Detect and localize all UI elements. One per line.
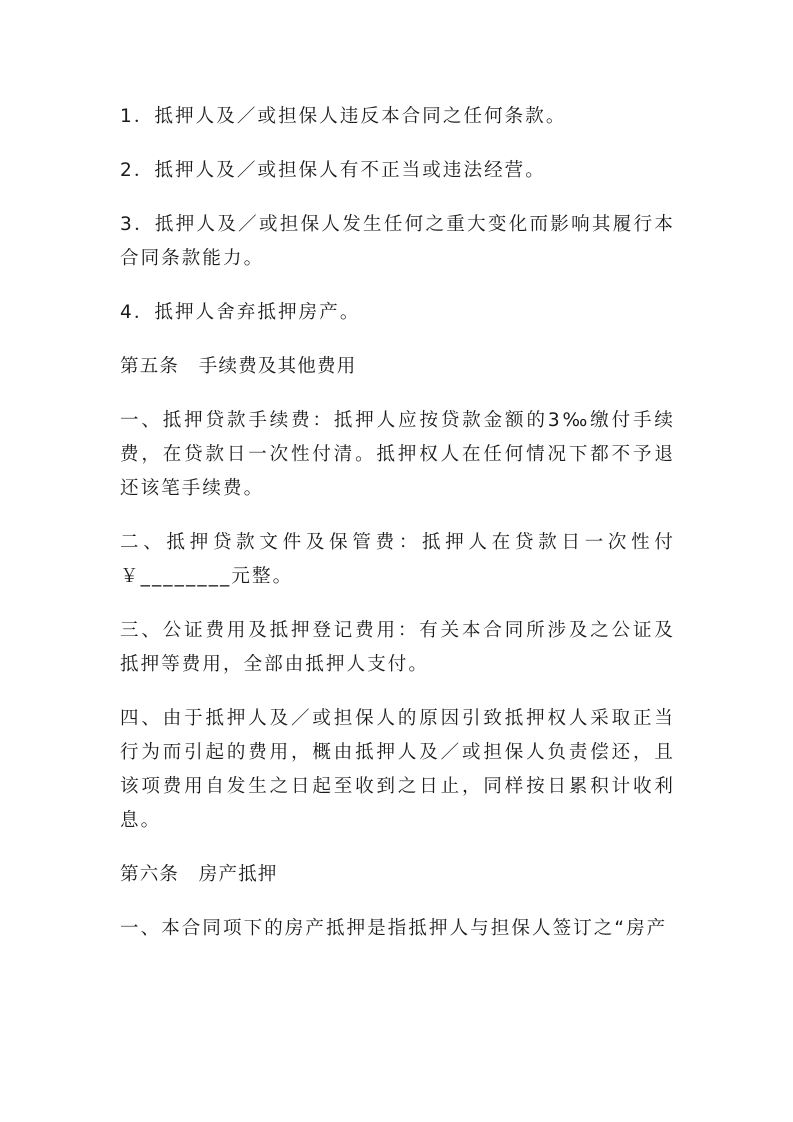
article-5-heading: 第五条 手续费及其他费用 (120, 356, 357, 377)
article-6-section-1: 一、本合同项下的房产抵押是指抵押人与担保人签订之“房产 (120, 918, 668, 939)
clause-item-3: 3．抵押人及／或担保人发生任何之重大变化而影响其履行本合同条款能力。 (120, 214, 675, 269)
clause-item-2: 2．抵押人及／或担保人有不正当或违法经营。 (120, 160, 546, 181)
document-page (120, 100, 675, 966)
article-5-section-4: 四、由于抵押人及／或担保人的原因引致抵押权人采取正当行为而引起的费用，概由抵押人及／或担保人负责偿还，且该项费用自发生之日起至收到之日止，同样按日累积计收利息。 (120, 708, 675, 831)
article-5-section-2: 二、抵押贷款文件及保管费：抵押人在贷款日一次性付￥________元整。 (120, 532, 675, 587)
article-5-section-1: 一、抵押贷款手续费：抵押人应按贷款金额的3‰缴付手续费，在贷款日一次性付清。抵押权人在任何情况下都不予退还该笔手续费。 (120, 410, 675, 499)
clause-item-1: 1．抵押人及／或担保人违反本合同之任何条款。 (120, 106, 567, 127)
clause-item-4: 4．抵押人舍弃抵押房产。 (120, 302, 361, 323)
article-6-heading: 第六条 房产抵押 (120, 864, 278, 885)
article-5-section-3: 三、公证费用及抵押登记费用：有关本合同所涉及之公证及抵押等费用，全部由抵押人支付。 (120, 620, 675, 675)
